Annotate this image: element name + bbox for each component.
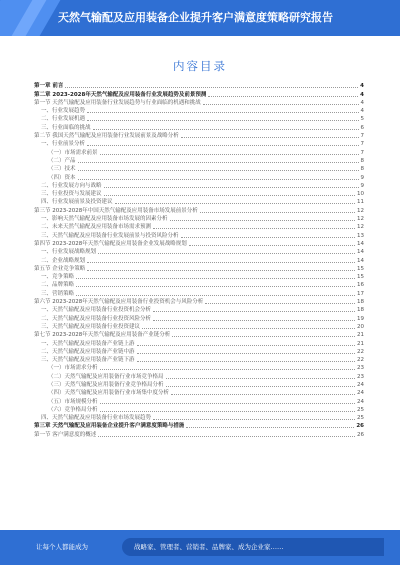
toc-entry[interactable] — [34, 289, 364, 297]
toc-entry[interactable] — [34, 273, 364, 281]
toc-entry-page: 23 — [357, 373, 364, 380]
toc-entry-page: 24 — [357, 381, 364, 388]
toc-entry-label: 二、品牌策略 — [41, 282, 75, 289]
toc-entry-page: 23 — [357, 365, 364, 372]
toc-entry-page: 10 — [357, 191, 364, 198]
toc-entry[interactable] — [34, 397, 364, 405]
toc-leader-dots — [205, 303, 355, 304]
toc-leader-dots — [153, 311, 355, 312]
toc-leader-dots — [100, 411, 355, 412]
toc-entry-label: 第三节 2023-2028年中国天然气输配及应用装备市场发展前景分析 — [34, 207, 198, 214]
toc-entry-page: 11 — [357, 199, 364, 206]
toc-entry[interactable] — [34, 256, 364, 264]
toc-entry-page: 14 — [357, 240, 364, 247]
toc-entry[interactable] — [34, 223, 364, 231]
toc-entry-page: 12 — [357, 216, 364, 223]
toc-leader-dots — [76, 278, 355, 279]
toc-entry-label: 一、天然气输配及应用装备行业投资机会分析 — [41, 307, 152, 314]
toc-leader-dots — [181, 137, 359, 138]
toc-entry-label: 二、天然气输配及应用装备产业链中游 — [41, 348, 135, 355]
toc-leader-dots — [170, 220, 355, 221]
toc-entry[interactable] — [34, 406, 364, 414]
toc-leader-dots — [100, 369, 355, 370]
toc-entry-page: 26 — [357, 431, 364, 438]
toc-entry-page: 19 — [357, 315, 364, 322]
toc-entry[interactable] — [34, 323, 364, 331]
toc-leader-dots — [166, 378, 355, 379]
toc-leader-dots — [153, 419, 355, 420]
toc-entry[interactable] — [34, 248, 364, 256]
toc-leader-dots — [87, 112, 358, 113]
toc-entry[interactable] — [34, 314, 364, 322]
toc-entry[interactable] — [34, 148, 364, 156]
toc-entry[interactable] — [34, 107, 364, 115]
toc-entry[interactable] — [34, 372, 364, 380]
report-footer — [0, 530, 400, 565]
toc-entry-label: 四、行业发展前景及投资建议 — [41, 199, 113, 206]
toc-entry-page: 21 — [357, 332, 364, 339]
toc-entry-label: 三、天然气输配及应用装备行业投资建议 — [41, 323, 141, 330]
toc-entry-label: （四）资本 — [48, 174, 76, 181]
toc-entry-label: （六）竞争格局分析 — [48, 406, 98, 413]
toc-entry-page: 14 — [357, 249, 364, 256]
toc-entry[interactable] — [34, 298, 364, 306]
toc-entry-page: 14 — [357, 257, 364, 264]
toc-entry-label: 二、未来天然气输配及应用装备市场需求预测 — [41, 224, 152, 231]
toc-entry-label: 第二节 我国天然气输配及应用装备行业发展前景及战略分析 — [34, 133, 179, 140]
toc-entry-label: （一）市场需求分析 — [48, 365, 98, 372]
toc-entry-page: 6 — [360, 124, 364, 131]
toc-leader-dots — [104, 195, 355, 196]
report-title: 天然气输配及应用装备企业提升客户满意度策略研究报告 — [58, 11, 333, 24]
toc-leader-dots — [98, 436, 355, 437]
toc-entry-page: 7 — [360, 141, 364, 148]
toc-entry-label: 第一节 客户满意度的概述 — [34, 431, 97, 438]
toc-leader-dots — [186, 427, 354, 428]
toc-leader-dots — [115, 203, 355, 204]
toc-entry-page: 13 — [357, 232, 364, 239]
toc-entry-label: 第二章 2023-2028年天然气输配及应用装备行业发展趋势及前景预测 — [34, 91, 207, 98]
toc-entry-label: （三）技术 — [48, 166, 76, 173]
toc-entry-label: 三、天然气输配及应用装备行业发展前景与投资风险分析 — [41, 232, 179, 239]
toc-entry-label: 第五节 企业竞争策略 — [34, 265, 86, 272]
toc-entry-page: 24 — [357, 390, 364, 397]
toc-entry[interactable] — [34, 306, 364, 314]
toc-entry-page: 25 — [357, 406, 364, 413]
toc-entry[interactable] — [34, 165, 364, 173]
toc-entry-label: 三、行业投资与发展建议 — [41, 191, 102, 198]
toc-leader-dots — [153, 228, 355, 229]
toc-entry-page: 21 — [357, 340, 364, 347]
toc-entry-page: 22 — [357, 357, 364, 364]
report-header — [0, 0, 400, 36]
toc-entry-page: 8 — [360, 157, 364, 164]
toc-entry-label: 一、天然气输配及应用装备产业链上游 — [41, 340, 135, 347]
toc-entry-page: 5 — [360, 116, 364, 123]
toc-entry-page: 12 — [357, 207, 364, 214]
toc-entry[interactable] — [34, 339, 364, 347]
toc-entry-page: 15 — [357, 265, 364, 272]
toc-leader-dots — [100, 154, 359, 155]
toc-entry[interactable] — [34, 348, 364, 356]
toc-entry-label: 一、影响天然气输配及应用装备市场发展的因素分析 — [41, 216, 168, 223]
toc-entry[interactable] — [34, 82, 364, 90]
toc-entry-label: 一、行业发展战略规划 — [41, 249, 97, 256]
toc-entry[interactable] — [34, 190, 364, 198]
toc-entry[interactable] — [34, 430, 364, 438]
toc-entry[interactable] — [34, 422, 364, 430]
toc-entry-label: 一、行业前景分析 — [41, 141, 86, 148]
toc-entry-page: 18 — [357, 307, 364, 314]
toc-entry-label: 三、营销策略 — [41, 290, 75, 297]
toc-entry-label: 第三章 天然气输配及应用装备企业提升客户满意度策略与措施 — [34, 423, 185, 430]
toc-leader-dots — [87, 262, 355, 263]
toc-entry-label: （三）天然气输配及应用装备行业竞争格局分析 — [48, 381, 164, 388]
toc-leader-dots — [76, 286, 355, 287]
toc-entry-label: 三、天然气输配及应用装备产业链下游 — [41, 357, 135, 364]
toc-entry-page: 12 — [357, 224, 364, 231]
toc-entry[interactable] — [34, 140, 364, 148]
toc-entry-label: （五）市场规模分析 — [48, 398, 98, 405]
toc-leader-dots — [104, 187, 359, 188]
toc-entry-label: 第七节 2023-2028年天然气输配及应用装备产业链分析 — [34, 332, 171, 339]
toc-entry-page: 26 — [356, 423, 364, 430]
toc-entry[interactable] — [34, 215, 364, 223]
toc-entry-page: 9 — [360, 182, 364, 189]
toc-entry-label: 二、行业发展机遇 — [41, 116, 86, 123]
toc-leader-dots — [153, 320, 355, 321]
toc-entry-page: 9 — [360, 174, 364, 181]
toc-leader-dots — [137, 345, 355, 346]
toc-entry-label: 二、天然气输配及应用装备行业投资风险分析 — [41, 315, 152, 322]
toc-entry-page: 17 — [357, 290, 364, 297]
toc-entry-label: 一、竞争策略 — [41, 274, 75, 281]
toc-entry[interactable] — [34, 281, 364, 289]
toc-entry[interactable] — [34, 132, 364, 140]
toc-entry[interactable] — [34, 123, 364, 131]
toc-entry-label: （二）产品 — [48, 157, 76, 164]
toc-leader-dots — [137, 353, 355, 354]
toc-entry[interactable] — [34, 240, 364, 248]
table-of-contents — [34, 82, 364, 439]
toc-leader-dots — [78, 179, 359, 180]
toc-entry[interactable] — [34, 356, 364, 364]
toc-entry-page: 7 — [360, 133, 364, 140]
toc-entry-page: 20 — [357, 323, 364, 330]
toc-entry-page: 8 — [360, 166, 364, 173]
toc-entry-page: 22 — [357, 348, 364, 355]
toc-entry-page: 4 — [360, 91, 364, 98]
toc-leader-dots — [78, 162, 359, 163]
toc-entry-label: （二）天然气输配及应用装备行业市场竞争格局 — [48, 373, 164, 380]
toc-entry[interactable] — [34, 173, 364, 181]
toc-leader-dots — [87, 120, 358, 121]
toc-leader-dots — [171, 394, 355, 395]
toc-leader-dots — [137, 361, 355, 362]
toc-entry-label: 第六节 2023-2028年天然气输配及应用装备行业投资机会与风险分析 — [34, 299, 204, 306]
toc-entry-page: 18 — [357, 299, 364, 306]
toc-entry-label: （四）天然气输配及应用装备行业市场集中度分析 — [48, 390, 170, 397]
toc-entry-label: 第四节 2023-2028年天然气输配及应用装备企业发展战略规划 — [34, 240, 187, 247]
toc-entry-page: 25 — [357, 415, 364, 422]
toc-entry-page: 4 — [360, 99, 364, 106]
toc-entry-page: 16 — [357, 282, 364, 289]
toc-leader-dots — [203, 104, 359, 105]
toc-leader-dots — [76, 295, 355, 296]
toc-leader-dots — [200, 212, 355, 213]
toc-entry-page: 4 — [360, 83, 364, 90]
toc-entry[interactable] — [34, 182, 364, 190]
toc-leader-dots — [181, 237, 355, 238]
toc-entry[interactable] — [34, 389, 364, 397]
toc-entry-label: 四、天然气输配及应用装备行业市场发展趋势 — [41, 415, 152, 422]
toc-leader-dots — [98, 253, 355, 254]
toc-entry[interactable] — [34, 157, 364, 165]
toc-leader-dots — [65, 87, 358, 88]
footer-slogan: 让每个人都能成为 — [36, 543, 88, 551]
toc-entry[interactable] — [34, 198, 364, 206]
toc-leader-dots — [100, 403, 355, 404]
toc-entry-page: 24 — [357, 398, 364, 405]
toc-entry-label: 三、行业面临的挑战 — [41, 124, 91, 131]
toc-entry-label: 二、企业战略规划 — [41, 257, 86, 264]
toc-entry-page: 4 — [360, 108, 364, 115]
toc-entry[interactable] — [34, 90, 364, 98]
toc-entry-label: 第一节 天然气输配及应用装备行业发展趋势与行业面临的机遇和挑战 — [34, 99, 201, 106]
toc-leader-dots — [189, 245, 355, 246]
toc-entry-page: 7 — [360, 149, 364, 156]
toc-entry[interactable] — [34, 231, 364, 239]
toc-entry[interactable] — [34, 414, 364, 422]
toc-leader-dots — [87, 145, 358, 146]
toc-entry-label: 二、行业发展方向与战略 — [41, 182, 102, 189]
toc-entry[interactable] — [34, 265, 364, 273]
toc-entry[interactable] — [34, 364, 364, 372]
toc-entry[interactable] — [34, 381, 364, 389]
toc-entry[interactable] — [34, 115, 364, 123]
toc-entry-label: （一）市场需求前景 — [48, 149, 98, 156]
toc-entry-label: 一、行业发展趋势 — [41, 108, 86, 115]
toc-entry[interactable] — [34, 331, 364, 339]
toc-leader-dots — [208, 96, 358, 97]
toc-heading: 内容目录 — [173, 59, 227, 73]
toc-leader-dots — [166, 386, 355, 387]
toc-entry[interactable] — [34, 99, 364, 107]
toc-leader-dots — [93, 129, 359, 130]
toc-leader-dots — [78, 170, 359, 171]
toc-leader-dots — [172, 336, 355, 337]
toc-leader-dots — [142, 328, 355, 329]
toc-entry[interactable] — [34, 206, 364, 214]
toc-entry-label: 第一章 前言 — [34, 83, 64, 90]
footer-tags: 战略家、管理者、营销者、品牌家、成为企业家…… — [134, 543, 284, 551]
toc-leader-dots — [87, 270, 355, 271]
toc-entry-page: 15 — [357, 274, 364, 281]
